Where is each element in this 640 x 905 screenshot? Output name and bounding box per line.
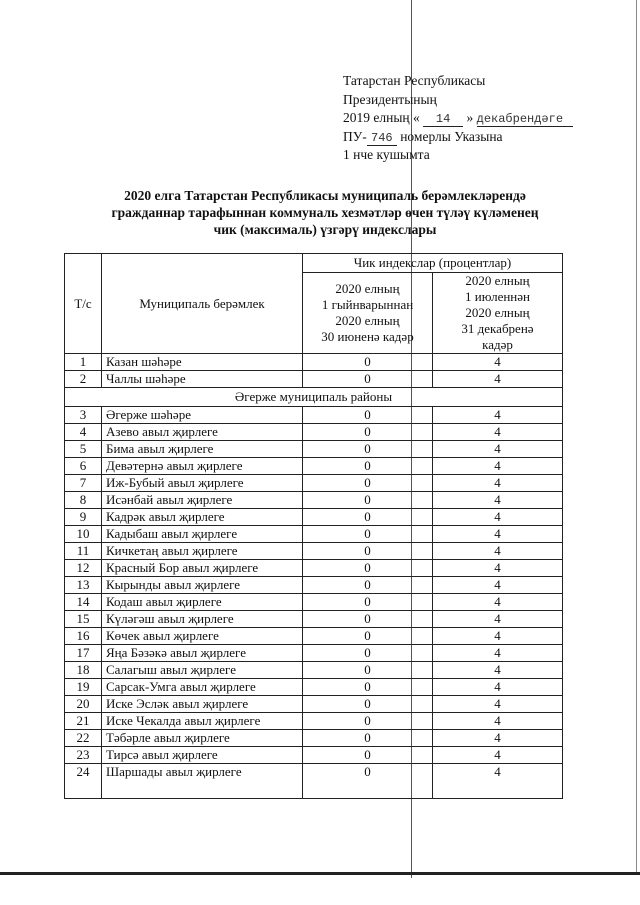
row-index-h2: 4	[433, 509, 563, 526]
row-municipality: Салагыш авыл җирлеге	[102, 662, 303, 679]
table-row	[65, 424, 563, 441]
row-index-h1: 0	[303, 764, 433, 799]
row-number: 10	[65, 526, 102, 543]
row-index-h2: 4	[433, 526, 563, 543]
decree-day: 14	[423, 112, 463, 127]
table-row	[65, 747, 563, 764]
table-row	[65, 577, 563, 594]
appendix-line-4	[343, 128, 573, 147]
row-municipality: Казан шәһәре	[102, 354, 303, 371]
row-number: 5	[65, 441, 102, 458]
row-index-h1: 0	[303, 371, 433, 388]
row-index-h1: 0	[303, 458, 433, 475]
row-index-h2: 4	[433, 543, 563, 560]
row-municipality: Девәтернә авыл җирлеге	[102, 458, 303, 475]
row-index-h2: 4	[433, 764, 563, 799]
row-number: 3	[65, 407, 102, 424]
table-row	[65, 764, 563, 799]
page-right-edge	[636, 0, 637, 872]
row-number: 12	[65, 560, 102, 577]
row-index-h1: 0	[303, 679, 433, 696]
table-row	[65, 475, 563, 492]
row-index-h2: 4	[433, 628, 563, 645]
row-index-h2: 4	[433, 424, 563, 441]
row-index-h2: 4	[433, 696, 563, 713]
row-index-h1: 0	[303, 594, 433, 611]
row-index-h2: 4	[433, 662, 563, 679]
row-municipality: Яңа Бәзәкә авыл җирлеге	[102, 645, 303, 662]
row-number: 8	[65, 492, 102, 509]
row-number: 1	[65, 354, 102, 371]
table-row	[65, 509, 563, 526]
title-line-1: 2020 елга Татарстан Республикасы муниципаль берәмлекләрендә	[124, 188, 526, 203]
table-row	[65, 662, 563, 679]
row-index-h1: 0	[303, 662, 433, 679]
period-2-line: 1 июленнән	[465, 289, 530, 304]
appendix-line-5: 1 нче кушымта	[343, 147, 430, 162]
row-municipality: Тәбәрле авыл җирлеге	[102, 730, 303, 747]
row-index-h2: 4	[433, 713, 563, 730]
row-index-h1: 0	[303, 354, 433, 371]
section-title: Әгерже муниципаль районы	[65, 388, 563, 407]
period-2-line: 31 декабренә	[461, 321, 534, 336]
row-municipality: Кырынды авыл җирлеге	[102, 577, 303, 594]
decree-suffix: номерлы Указына	[400, 128, 503, 144]
row-index-h1: 0	[303, 747, 433, 764]
period-2-line: кадәр	[482, 337, 513, 352]
table-row	[65, 628, 563, 645]
row-number: 16	[65, 628, 102, 645]
row-number: 7	[65, 475, 102, 492]
row-municipality: Кадрәк авыл җирлеге	[102, 509, 303, 526]
period-1-line: 1 гыйнварыннан	[321, 297, 414, 312]
row-municipality: Күләгәш авыл җирлеге	[102, 611, 303, 628]
indices-table	[64, 253, 563, 799]
row-municipality: Сарсак-Умга авыл җирлеге	[102, 679, 303, 696]
section-row	[65, 388, 563, 407]
date-quote: »	[466, 110, 474, 125]
title-line-3: чик (максималь) үзгәрү индекслары	[213, 222, 437, 237]
row-number: 18	[65, 662, 102, 679]
row-municipality: Азево авыл җирлеге	[102, 424, 303, 441]
row-index-h2: 4	[433, 594, 563, 611]
row-index-h1: 0	[303, 696, 433, 713]
row-index-h2: 4	[433, 441, 563, 458]
row-index-h1: 0	[303, 509, 433, 526]
row-index-h2: 4	[433, 407, 563, 424]
row-municipality: Кичкетаң авыл җирлеге	[102, 543, 303, 560]
row-municipality: Кадыбаш авыл җирлеге	[102, 526, 303, 543]
period-1-line: 2020 елның	[335, 281, 400, 296]
header-period-1	[303, 273, 433, 354]
appendix-line-3	[343, 109, 573, 128]
row-index-h1: 0	[303, 526, 433, 543]
row-number: 6	[65, 458, 102, 475]
table-row	[65, 645, 563, 662]
table-row	[65, 679, 563, 696]
table-row	[65, 730, 563, 747]
row-index-h2: 4	[433, 577, 563, 594]
row-number: 17	[65, 645, 102, 662]
row-index-h1: 0	[303, 611, 433, 628]
row-index-h1: 0	[303, 424, 433, 441]
row-index-h2: 4	[433, 354, 563, 371]
table-row	[65, 354, 563, 371]
header-limit-indices: Чик индекслар (процентлар)	[303, 254, 563, 273]
row-index-h2: 4	[433, 560, 563, 577]
row-index-h2: 4	[433, 730, 563, 747]
row-index-h2: 4	[433, 645, 563, 662]
table-row	[65, 492, 563, 509]
row-municipality: Шаршады авыл җирлеге	[102, 764, 303, 799]
row-index-h2: 4	[433, 611, 563, 628]
decree-prefix: ПУ-	[343, 128, 367, 144]
table-row	[65, 611, 563, 628]
row-number: 4	[65, 424, 102, 441]
row-municipality: Чаллы шәһәре	[102, 371, 303, 388]
table-row	[65, 371, 563, 388]
row-municipality: Көчек авыл җирлеге	[102, 628, 303, 645]
table-row	[65, 407, 563, 424]
row-number: 14	[65, 594, 102, 611]
row-municipality: Кодаш авыл җирлеге	[102, 594, 303, 611]
table-row	[65, 543, 563, 560]
appendix-header	[343, 72, 573, 165]
document-title	[60, 187, 590, 238]
appendix-line-2: Президентының	[343, 91, 437, 107]
table-row	[65, 594, 563, 611]
decree-number: 746	[367, 131, 397, 146]
header-period-2	[433, 273, 563, 354]
row-index-h1: 0	[303, 577, 433, 594]
row-municipality: Бима авыл җирлеге	[102, 441, 303, 458]
row-number: 9	[65, 509, 102, 526]
row-index-h2: 4	[433, 492, 563, 509]
row-index-h1: 0	[303, 441, 433, 458]
row-index-h1: 0	[303, 730, 433, 747]
row-number: 15	[65, 611, 102, 628]
row-index-h1: 0	[303, 713, 433, 730]
decree-month: декабрендәге	[477, 112, 573, 127]
table-row	[65, 441, 563, 458]
table-body	[65, 354, 563, 799]
row-municipality: Әгерже шәһәре	[102, 407, 303, 424]
row-number: 13	[65, 577, 102, 594]
period-2-line: 2020 елның	[465, 273, 530, 288]
table-row	[65, 560, 563, 577]
row-municipality: Красный Бор авыл җирлеге	[102, 560, 303, 577]
row-index-h2: 4	[433, 458, 563, 475]
header-municipality: Муниципаль берәмлек	[102, 254, 303, 354]
row-index-h2: 4	[433, 679, 563, 696]
row-number: 21	[65, 713, 102, 730]
table-row	[65, 458, 563, 475]
row-index-h1: 0	[303, 543, 433, 560]
row-number: 2	[65, 371, 102, 388]
row-index-h1: 0	[303, 628, 433, 645]
row-municipality: Иске Эсләк авыл җирлеге	[102, 696, 303, 713]
title-line-2: гражданнар тарафыннан коммуналь хезмәтләр өчен түләү күләменең	[111, 205, 539, 220]
period-2-line: 2020 елның	[465, 305, 530, 320]
row-index-h1: 0	[303, 475, 433, 492]
row-number: 11	[65, 543, 102, 560]
row-index-h1: 0	[303, 560, 433, 577]
page-bottom-edge	[0, 872, 640, 875]
appendix-line-1: Татарстан Республикасы	[343, 73, 486, 88]
header-number: Т/с	[65, 254, 102, 354]
row-index-h2: 4	[433, 747, 563, 764]
row-municipality: Иж-Бубый авыл җирлеге	[102, 475, 303, 492]
row-municipality: Исәнбай авыл җирлеге	[102, 492, 303, 509]
row-number: 24	[65, 764, 102, 799]
row-number: 19	[65, 679, 102, 696]
table-row	[65, 713, 563, 730]
row-number: 23	[65, 747, 102, 764]
row-number: 22	[65, 730, 102, 747]
row-index-h2: 4	[433, 475, 563, 492]
period-1-line: 30 июненә кадәр	[321, 329, 414, 344]
row-municipality: Иске Чекалда авыл җирлеге	[102, 713, 303, 730]
date-prefix: 2019 елның «	[343, 110, 420, 125]
row-number: 20	[65, 696, 102, 713]
table-row	[65, 696, 563, 713]
row-municipality: Тирсә авыл җирлеге	[102, 747, 303, 764]
row-index-h1: 0	[303, 492, 433, 509]
table-row	[65, 526, 563, 543]
row-index-h1: 0	[303, 407, 433, 424]
row-index-h1: 0	[303, 645, 433, 662]
row-index-h2: 4	[433, 371, 563, 388]
period-1-line: 2020 елның	[335, 313, 400, 328]
